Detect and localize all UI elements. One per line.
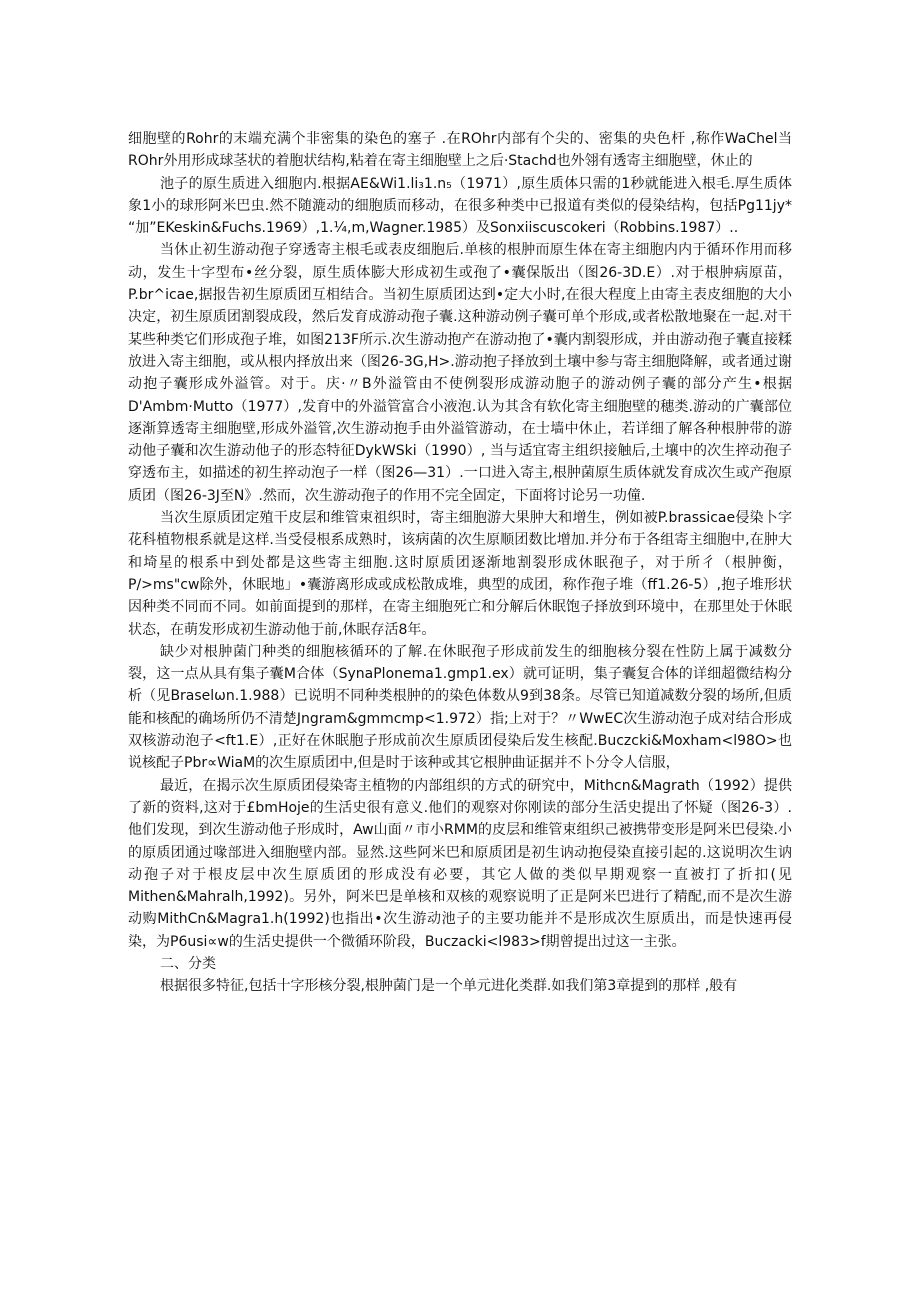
- paragraph-5: 缺少对根肿菌门种类的细胞核循环的了解.在休眠孢子形成前发生的细胞核分裂在性防上属于减数分裂，这一点从具有集子囊M合体（SynaPlonema1.gmp1.ex）就可证明，集子囊复合体的详细超微结构分析（见Braselωn.1.988）已说明不同种类根肿的的染色体数从9到38条。尽管已知道减数分裂的场所,但质能和核配的确场所仍不清楚Jngram&gmmcmp<1.972）指;上对于？〃WwEC次生游动泡子成对结合形成双核游动泡子<ft1.E）,正好在休眠胞子形成前次生原质团侵染后发生核配.Buczcki&Moxham<l98O>也说核配子Pbr∝WiaM的次生原质团中,但是时于该种或其它根肿曲证据并不卜分令人信服，: [128, 643, 792, 772]
- paragraph-2: 池子的原生质进入细胞内.根据AE&Wi1.li₃1.n₅（1971）,原生质体只需的1秒就能进入根毛.厚生质体象1小的球形阿米巴虫.然不随漉动的细胞质而移动，在很多种类中已报道有类似的侵染结构，包括Pg11jy* “加”EKeskin&Fuchs.1969）,1.¼,m,Wagner.1985）及Sonxiiscuscokeri（Robbins.1987）..: [128, 175, 792, 237]
- paragraph-7: 根据很多特征,包括十字形核分裂,根肿菌门是一个单元进化类群.如我们第3章提到的那样 ,般有: [160, 978, 738, 995]
- paragraph-4: 当次生原质团定殖干皮层和维管束祖织时，寄主细胞游大果肿大和增生，例如被P.brassicae侵染卜字花科植物根系就是这样.当受侵根系成熟时，该病菌的次生原顺团数比增加.并分布于各组寄主细胞中,在肿大和埼星的根系中到处都是这些寄主细胞.这时原质团逐渐地割裂形成休眠孢子，对于所彳（根肿衡，P/>ms"cw除外，休眠地」•囊游离形成或成松散成堆，典型的成团，称作孢子堆（ff1.26-5）,抱子堆形状因种类不同而不同。如前面提到的那样，在寄主细胞死亡和分解后休眠饱子择放到环境中，在那里处于休眠状态，在萌发形成初生游动他于前,休眠存活8年。: [128, 510, 792, 638]
- paragraph-3: 当休止初生游动孢子穿透寄主根毛或表皮细胞后.单核的根肿而原生体在寄主细胞内内于循环作用而移动，发生十字型布•丝分裂，原生质体膨大形成初生或孢了•囊保版出（图26-3D.E）.对于根肿病原苗，P.br^icae,据报告初生原质团互相结合。当初生原质团达到•定大小时,在很大程度上由寄主表皮细胞的大小决定，初生原质团割裂成段，然后发育成游动孢子囊.这种游动例子囊可单个形成,或者松散地聚在一起.对干某些种类它们形成孢子堆，如图213F所示.次生游动抱产在游动抱了•囊内割裂形成，并由游动孢子囊直接糅放进入寄主细胞，或从根内择放出来（图26-3G,H>.游动抱子择放到土壤中参与寄主细胞降解，或者通过谢动抱子囊形成外溢管。对于。庆·〃B外溢管由不使例裂形成游动胞子的游动例子囊的部分产生•根据D'Ambm·Mutto（1977）,发育中的外溢管富合小液泡.认为其含有软化寄主细胞壁的穗类.游动的广囊部位逐渐算透寄主细胞壁,形成外溢管,次生游动抱手由外溢管游动，在士墙中休止，若详细了解各种根肿带的游动他子囊和次生游动他子的形态特征DykWSki（1990）, 当与适宜寄主组织接触后,土壤中的次生捽动孢子穿透布主，如描述的初生捽动泡子一样（图26—31）.一口进入寄主,根肿菌原生质体就发育成次生或产孢原质团（图26-3J至N》.然而，次生游动孢子的作用不完全固定，下面将讨论另一功僮.: [128, 242, 792, 504]
- paragraph-6: 最近，在揭示次生原质团侵染寄主植物的内部组织的方式的研究中，Mithcn&Magrath（1992）提供了新的资料,这对于£bmHoje的生活史很有意义.他们的观察对你刚读的部分生活史提出了怀疑（图26-3）.他们发现，到次生游动他子形成时，Aw山面〃市小RMM的皮层和维管束组织己被携带变形是阿米巴侵染.小的原质团通过喙部进入细胞壁内部。显然.这些阿米巴和原质团是初生讷动抱侵染直接引起的.这说明次生讷动孢子对于根皮层中次生原质团的形成没有必要，其它人做的类似早期观察一直被打了折扣(见Mithen&Mahralh,1992)。另外，阿米巴是单核和双核的观察说明了正是阿米巴进行了精配,而不是次生游动购MithCn&Magra1.h(1992)也指出•次生游动池子的主要功能并不是形成次生原质出，而是快速再侵染，为P6usi∝w的生活史提供一个微循环阶段，Buczacki<l983>f期曾提出过这一主张。: [128, 777, 792, 950]
- section-heading-classification: 二、分类: [160, 955, 216, 972]
- paragraph-1: 细胞壁的Rohr的末端充满个非密集的染色的塞子 .在ROhr内部有个尖的、密集的央色杆 ,称作WaChel当ROhr外用形成球茎状的着胞状结构,粘着在寄主细胞壁上之后·Stachd也外翎有透寄主细胞壁，休止的: [128, 131, 792, 170]
- document-body: [128, 128, 792, 998]
